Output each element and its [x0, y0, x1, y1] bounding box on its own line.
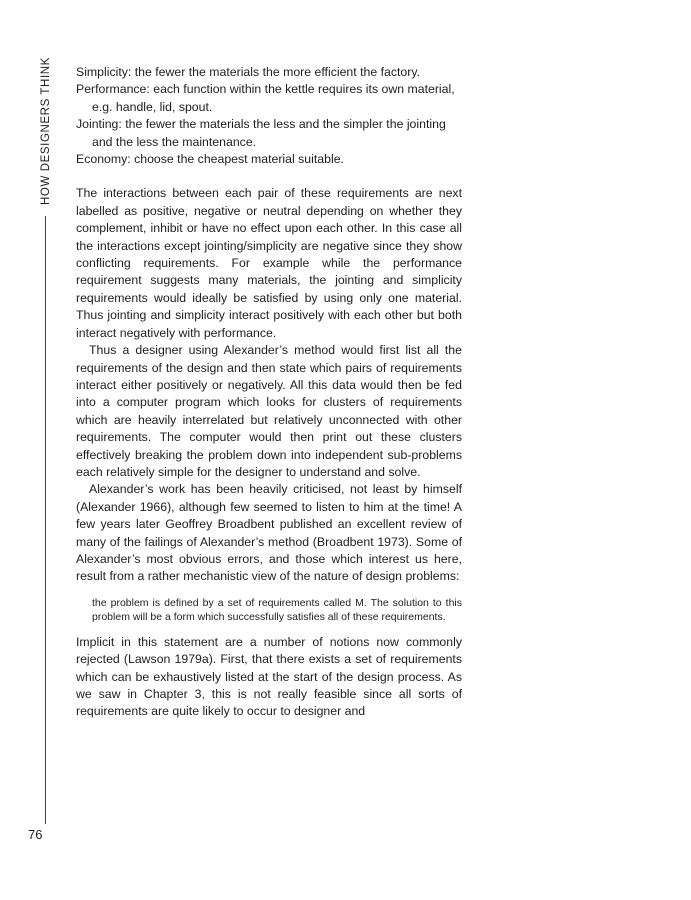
requirement-item: Jointing: the fewer the materials the less and the simpler the jointing and the less the maintenance.	[76, 117, 446, 149]
requirement-item: Simplicity: the fewer the materials the more efficient the factory.	[76, 65, 421, 79]
running-head: HOW DESIGNERS THINK	[40, 57, 52, 205]
page-body	[76, 64, 462, 721]
requirement-item: Economy: choose the cheapest material suitable.	[76, 152, 344, 167]
requirements-list	[76, 64, 462, 168]
requirement-item: Performance: each function within the kettle requires its own material, e.g. handle, lid, spout.	[76, 82, 455, 114]
block-quote: the problem is defined by a set of requirements called M. The solution to this problem will be a form which successfully satisfies all of these requirements.	[92, 596, 462, 623]
page-number: 76	[28, 827, 43, 842]
spacer	[76, 168, 462, 185]
margin-rule	[45, 216, 46, 824]
body-paragraph: Thus a designer using Alexander’s method would first list all the requirements of the design and then state which pairs of requirements interact either positively or negatively. All this data would then be fed into a computer program which looks for clusters of requirements which are heavily interrelated but relatively unconnected with other requirements. The computer would then print out these clusters effectively breaking the problem down into independent sub-problems each relatively simple for the designer to understand and solve.	[76, 343, 462, 479]
body-paragraph: Alexander’s work has been heavily criticised, not least by himself (Alexander 1966), although few seemed to listen to him at the time! A few years later Geoffrey Broadbent published an excellent review of many of the failings of Alexander’s method (Broadbent 1973). Some of Alexander’s most obvious errors, and those which interest us here, result from a rather mechanistic view of the nature of design problems:	[76, 482, 462, 584]
body-paragraph: The interactions between each pair of these requirements are next labelled as positive, negative or neutral depending on whether they complement, inhibit or have no effect upon each other. In this case all the interactions except jointing/simplicity are negative since they show conflicting requirements. For example while the performance requirement suggests many materials, the jointing and simplicity requirements would ideally be satisfied by using only one material. Thus jointing and simplicity interact positively with each other but both interact negatively with performance.	[76, 186, 462, 340]
body-paragraph: Implicit in this statement are a number of notions now commonly rejected (Lawson 1979a). First, that there exists a set of requirements which can be exhaustively listed at the start of the design process. As we saw in Chapter 3, this is not really feasible since all sorts of requirements are quite likely to occur to designer and	[76, 634, 462, 719]
